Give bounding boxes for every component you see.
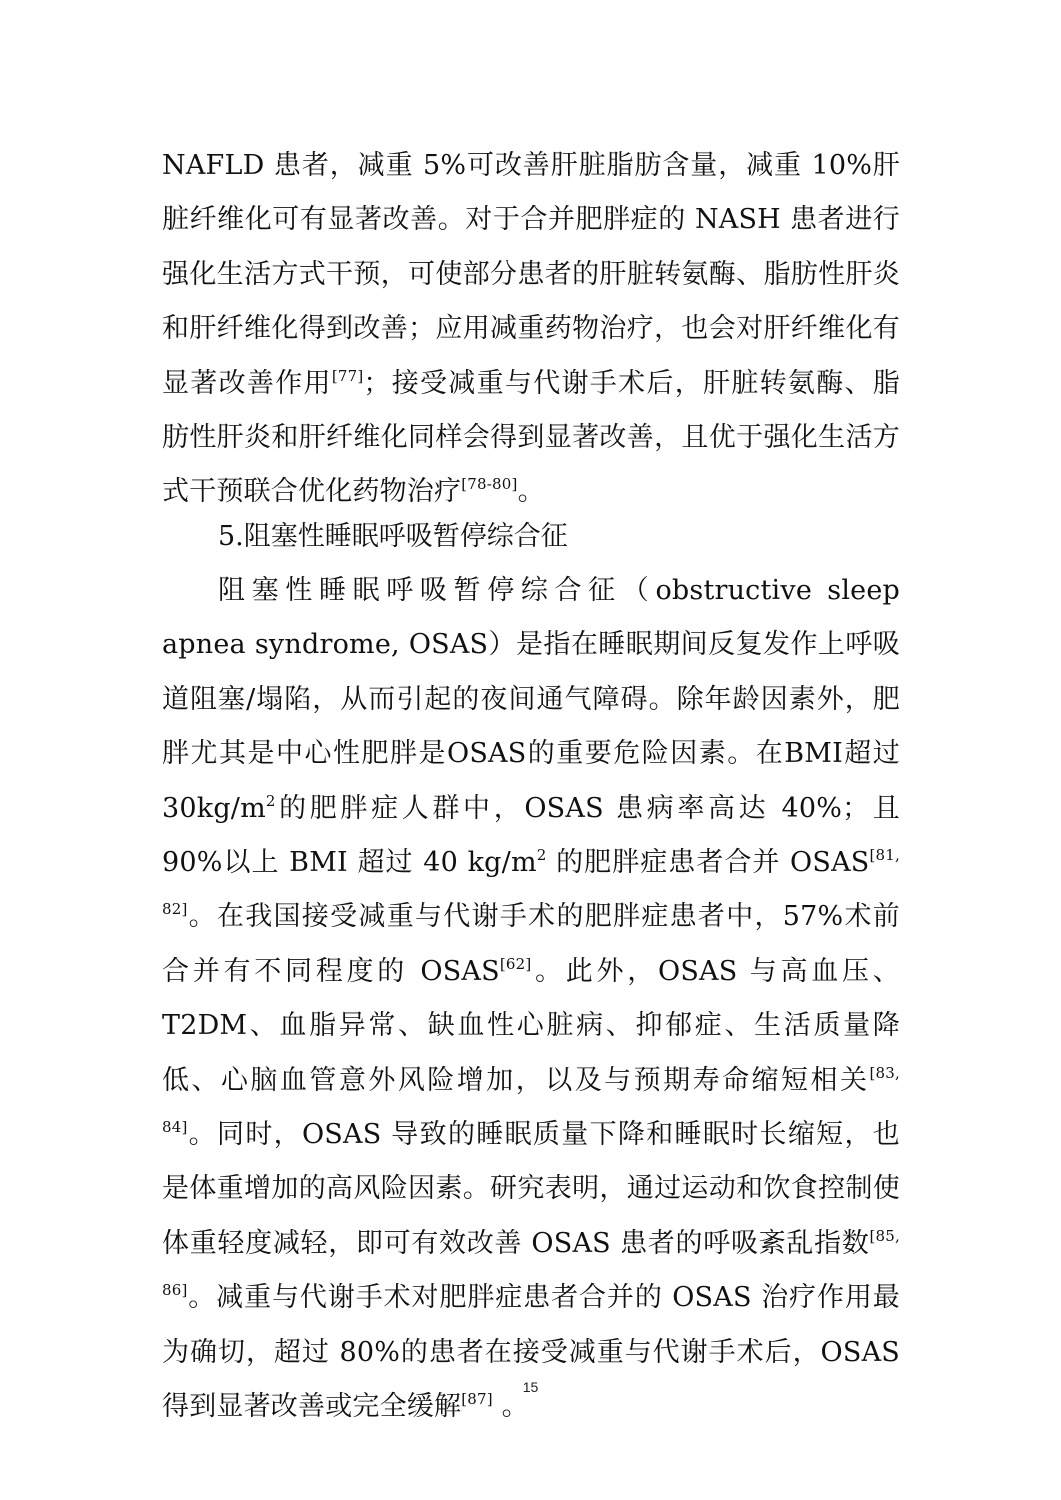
citation: [81, 82] xyxy=(162,846,900,919)
page-number: 15 xyxy=(522,1379,539,1395)
paragraph-text: 。 xyxy=(492,1391,529,1423)
superscript: 2 xyxy=(265,791,276,810)
paragraph-text: 。此外，OSAS 与高血压、T2DM、血脂异常、缺血性心脏病、抑郁症、生活质量降低、心脑血管意外风险增加，以及与预期寿命缩短相关 xyxy=(162,955,900,1096)
paragraph-text: 的肥胖症人群中，OSAS 患病率高达 40%；且 90%以上 BMI 超过 40 kg/m xyxy=(162,792,900,879)
citation: [78-80] xyxy=(461,475,518,494)
section-heading: 5.阻塞性睡眠呼吸暂停综合征 xyxy=(218,521,568,552)
citation: [62] xyxy=(499,954,532,973)
paragraph-text: 。减重与代谢手术对肥胖症患者合并的 OSAS 治疗作用最为确切，超过 80%的患者在接受减重与代谢手术后，OSAS 得到显著改善或完全缓解 xyxy=(162,1282,900,1423)
paragraph-text: 。同时，OSAS 导致的睡眠质量下降和睡眠时长缩短，也是体重增加的高风险因素。研究表明，通过运动和饮食控制使体重轻度减轻，即可有效改善 OSAS 患者的呼吸紊乱指数 xyxy=(162,1119,900,1259)
citation: [77] xyxy=(331,366,364,385)
paragraph-text: 阻塞性睡眠呼吸暂停综合征（obstructive sleep apnea syndrome, OSAS）是指在睡眠期间反复发作上呼吸道阻塞/塌陷，从而引起的夜间通气障碍。除年龄因素外，肥胖尤其是中心性肥胖是OSAS的重要危险因素。在BMI超过30kg/m xyxy=(162,575,900,824)
paragraph-text: NAFLD 患者，减重 5%可改善肝脏脂肪含量，减重 10%肝脏纤维化可有显著改善。对于合并肥胖症的 NASH 患者进行强化生活方式干预，可使部分患者的肝脏转氨酶、脂肪性肝炎和肝纤维化得到改善；应用减重药物治疗，也会对肝纤维化有显著改善作用 xyxy=(162,150,900,399)
paragraph-text: ；接受减重与代谢手术后，肝脏转氨酶、脂肪性肝炎和肝纤维化同样会得到显著改善，且优于强化生活方式干预联合优化药物治疗 xyxy=(162,367,900,508)
paragraph-nafld xyxy=(162,139,900,520)
citation: [87] xyxy=(461,1390,493,1409)
paragraph-osas xyxy=(162,564,900,1435)
citation: [83, 84] xyxy=(162,1063,900,1137)
paragraph-text: 。 xyxy=(517,476,545,508)
paragraph-text: 的肥胖症患者合并 OSAS xyxy=(546,847,870,879)
superscript: 2 xyxy=(536,846,547,865)
paragraph-text: 。在我国接受减重与代谢手术的肥胖症患者中，57%术前合并有不同程度的 OSAS xyxy=(162,901,900,987)
citation: [85, 86] xyxy=(162,1226,900,1300)
